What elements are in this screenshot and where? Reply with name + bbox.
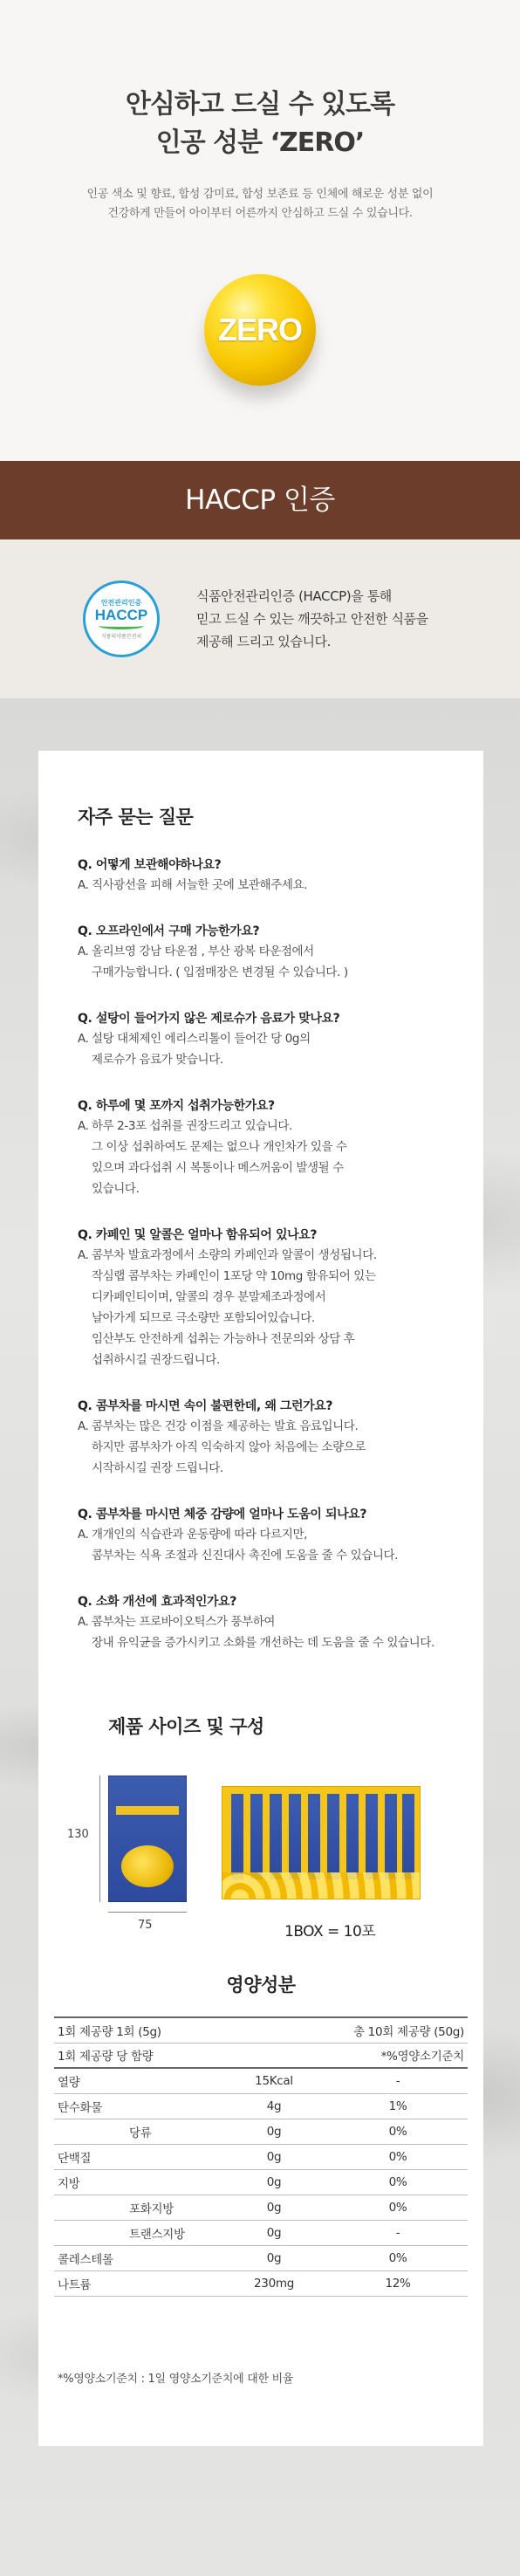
haccp-logo-icon	[83, 580, 160, 657]
nutrient-percent: -	[328, 2068, 468, 2093]
stick-pack	[402, 1794, 414, 1879]
faq-answer-label: A.	[78, 1615, 89, 1629]
nutrient-name: 콜레스테롤	[54, 2245, 126, 2270]
haccp-logo-mid: HACCP	[94, 607, 148, 623]
stick-pack	[308, 1794, 320, 1879]
nutrient-name: 나트륨	[54, 2270, 126, 2296]
nutrition-row	[54, 2195, 468, 2220]
stick-pack	[270, 1794, 282, 1879]
nutrient-name: 열량	[54, 2068, 126, 2093]
faq-answer-label: A.	[78, 945, 89, 958]
faq-answer-label: A.	[78, 1032, 89, 1046]
zero-badge-icon	[204, 274, 316, 386]
nutrient-subname	[126, 2093, 220, 2119]
nutrient-value: 15Kcal	[220, 2068, 328, 2093]
faq-answer	[78, 1416, 483, 1479]
stick-pack	[250, 1794, 263, 1879]
stick-pack	[289, 1794, 301, 1879]
height-dimension-line	[99, 1776, 100, 1902]
nutrient-percent: -	[328, 2220, 468, 2245]
nutrient-subname	[126, 2245, 220, 2270]
pineapple-icon	[121, 1845, 174, 1887]
size-card	[38, 1678, 483, 2446]
nutrient-value: 0g	[220, 2119, 328, 2144]
faq-answer-label: A.	[78, 1528, 89, 1542]
nutrient-value: 0g	[220, 2195, 328, 2220]
haccp-text-line1: 식품안전관리인증 (HACCP)을 통해	[196, 588, 392, 604]
nutrient-subname: 당류	[126, 2119, 220, 2144]
faq-list	[78, 855, 483, 1653]
nutrient-value: 0g	[220, 2169, 328, 2195]
nutrient-name	[54, 2220, 126, 2245]
nutrition-row	[54, 2093, 468, 2119]
zero-description	[0, 185, 520, 223]
faq-question: Q. 오프라인에서 구매 가능한가요?	[78, 924, 260, 938]
faq-card	[38, 751, 483, 1678]
faq-answer-text: 콤부차 발효과정에서 소량의 카페인과 알콜이 생성됩니다. 작심랩 콤부차는 카페인이 1포당 약 10mg 함유되어 있는 디카페인티이며, 알콜의 경우 분말제조과정에서 날아가게 되므로 극소량만 포함되어있습니다. 임산부도 안전하게 섭취는 가능하나 전문의와 상담 후 섭취하시길 권장드립니다.	[92, 1248, 377, 1367]
nutrient-value: 0g	[220, 2245, 328, 2270]
nutrient-percent: 0%	[328, 2195, 468, 2220]
faq-answer-text: 하루 2-3포 섭취를 권장드리고 있습니다. 그 이상 섭취하여도 문제는 없으나 개인차가 있을 수 있으며 과다섭취 시 복통이나 메스꺼움이 발생될 수 있습니다.	[92, 1119, 347, 1196]
nutrient-value: 230mg	[220, 2270, 328, 2296]
nutrient-percent: 12%	[328, 2270, 468, 2296]
faq-answer	[78, 1611, 483, 1653]
nutrient-percent: 0%	[328, 2245, 468, 2270]
faq-title: 자주 묻는 질문	[78, 807, 194, 828]
pineapple-pattern	[222, 1872, 420, 1899]
nutrient-percent: 1%	[328, 2093, 468, 2119]
width-dimension-line	[108, 1912, 187, 1913]
nutrient-subname: 포화지방	[126, 2195, 220, 2220]
faq-item	[78, 855, 483, 896]
faq-item	[78, 1226, 483, 1370]
stick-pack	[366, 1794, 378, 1879]
nutrient-name	[54, 2195, 126, 2220]
nutrition-per-serving: 1회 제공량 당 함량	[54, 2043, 220, 2068]
faq-answer	[78, 1245, 483, 1370]
nutrition-note: *%영양소기준치 : 1일 영양소기준치에 대한 비율	[58, 2373, 294, 2386]
nutrition-row	[54, 2169, 468, 2195]
nutrition-row	[54, 2144, 468, 2169]
product-box-image	[108, 1776, 187, 1902]
zero-title	[0, 86, 520, 162]
nutrient-subname	[126, 2169, 220, 2195]
nutrient-name: 지방	[54, 2169, 126, 2195]
nutrient-value: 0g	[220, 2220, 328, 2245]
nutrient-subname	[126, 2270, 220, 2296]
nutrient-value: 4g	[220, 2093, 328, 2119]
faq-question: Q. 하루에 몇 포까지 섭취가능한가요?	[78, 1099, 275, 1113]
faq-answer-text: 직사광선을 피해 서늘한 곳에 보관해주세요.	[92, 878, 307, 892]
size-title: 제품 사이즈 및 구성	[108, 1716, 264, 1737]
zero-title-line1: 안심하고 드실 수 있도록	[125, 89, 395, 120]
stick-pack-set-image	[222, 1786, 421, 1899]
nutrient-percent: 0%	[328, 2144, 468, 2169]
nutrition-header-row	[54, 2017, 468, 2043]
haccp-text-line3: 제공해 드리고 있습니다.	[196, 634, 332, 649]
zero-title-line2: 인공 성분 ‘ZERO’	[155, 127, 365, 158]
faq-answer-label: A.	[78, 1419, 89, 1433]
faq-item	[78, 1592, 483, 1653]
faq-answer-label: A.	[78, 1119, 89, 1133]
stick-pack	[385, 1794, 397, 1879]
faq-answer-text: 설탕 대체제인 에리스리톨이 들어간 당 0g의 제로슈가 음료가 맞습니다.	[92, 1032, 311, 1067]
zero-desc-line2: 건강하게 만들어 아이부터 어른까지 안심하고 드실 수 있습니다.	[107, 207, 413, 220]
faq-question: Q. 카페인 및 알콜은 얼마나 함유되어 있나요?	[78, 1228, 318, 1242]
box-label-stripe	[116, 1806, 179, 1815]
nutrition-row	[54, 2220, 468, 2245]
faq-question: Q. 소화 개선에 효과적인가요?	[78, 1595, 236, 1609]
faq-answer-label: A.	[78, 878, 89, 892]
stone-background	[0, 698, 520, 2576]
nutrition-daily-value: *%영양소기준치	[220, 2043, 468, 2068]
nutrition-row	[54, 2245, 468, 2270]
box-count-label: 1BOX = 10포	[284, 1923, 376, 1941]
faq-item	[78, 1505, 483, 1566]
faq-answer-text: 올리브영 강남 타운점 , 부산 광복 타운점에서 구매가능합니다. ( 입점매장은 변경될 수 있습니다. )	[92, 945, 348, 979]
faq-question: Q. 어떻게 보관해야하나요?	[78, 858, 222, 872]
nutrition-serving: 1회 제공량 1회 (5g)	[54, 2017, 220, 2043]
nutrient-subname	[126, 2068, 220, 2093]
faq-item	[78, 922, 483, 983]
nutrient-subname: 트랜스지방	[126, 2220, 220, 2245]
nutrition-table	[54, 2016, 468, 2297]
faq-question: Q. 설탕이 들어가지 않은 제로슈가 음료가 맞나요?	[78, 1012, 340, 1026]
faq-answer-text: 개개인의 식습관과 운동량에 따라 다르지만, 콤부차는 식욕 조절과 신진대사 촉진에 도움을 줄 수 있습니다.	[92, 1528, 399, 1563]
zero-desc-line1: 인공 색소 및 향료, 합성 감미료, 합성 보존료 등 인체에 해로운 성분 없이	[86, 188, 434, 201]
haccp-logo-arc	[99, 622, 144, 629]
stick-pack	[327, 1794, 339, 1879]
nutrition-title: 영양성분	[226, 1975, 296, 1996]
nutrient-name: 탄수화물	[54, 2093, 126, 2119]
faq-item	[78, 1397, 483, 1479]
faq-answer	[78, 1524, 483, 1566]
faq-answer	[78, 1116, 483, 1199]
stick-pack	[231, 1794, 243, 1879]
stick-pack	[346, 1794, 359, 1879]
haccp-banner: HACCP 인증	[0, 461, 520, 539]
nutrition-subheader-row	[54, 2043, 468, 2068]
nutrient-value: 0g	[220, 2144, 328, 2169]
nutrient-name	[54, 2119, 126, 2144]
faq-answer-text: 콤부차는 프로바이오틱스가 풍부하여 장내 유익균을 증가시키고 소화를 개선하는 데 도움을 줄 수 있습니다.	[92, 1615, 434, 1650]
faq-answer	[78, 941, 483, 983]
faq-question: Q. 콤부차를 마시면 속이 불편한데, 왜 그런가요?	[78, 1399, 333, 1413]
nutrient-subname	[126, 2144, 220, 2169]
width-label: 75	[138, 1919, 153, 1932]
nutrition-row	[54, 2270, 468, 2296]
faq-answer	[78, 1028, 483, 1070]
faq-item	[78, 1096, 483, 1199]
haccp-text	[196, 585, 428, 653]
nutrient-name: 단백질	[54, 2144, 126, 2169]
height-label: 130	[67, 1828, 89, 1841]
nutrient-percent: 0%	[328, 2119, 468, 2144]
nutrition-total: 총 10회 제공량 (50g)	[220, 2017, 468, 2043]
haccp-info	[0, 539, 520, 698]
nutrient-percent: 0%	[328, 2169, 468, 2195]
faq-answer	[78, 875, 483, 896]
zero-section	[0, 0, 520, 461]
haccp-logo-bottom: 식품의약품안전처	[100, 634, 142, 640]
haccp-text-line2: 믿고 드실 수 있는 깨끗하고 안전한 식품을	[196, 611, 428, 627]
zero-badge-text: ZERO	[217, 312, 302, 347]
faq-item	[78, 1009, 483, 1070]
nutrition-row	[54, 2119, 468, 2144]
faq-answer-text: 콤부차는 많은 건강 이점을 제공하는 발효 음료입니다. 하지만 콤부차가 아직 익숙하지 않아 처음에는 소량으로 시작하시길 권장 드립니다.	[92, 1419, 366, 1475]
nutrition-row	[54, 2068, 468, 2093]
haccp-logo-top: 안전관리인증	[100, 599, 142, 607]
faq-question: Q. 콤부차를 마시면 체중 감량에 얼마나 도움이 되나요?	[78, 1508, 367, 1522]
faq-answer-label: A.	[78, 1248, 89, 1262]
